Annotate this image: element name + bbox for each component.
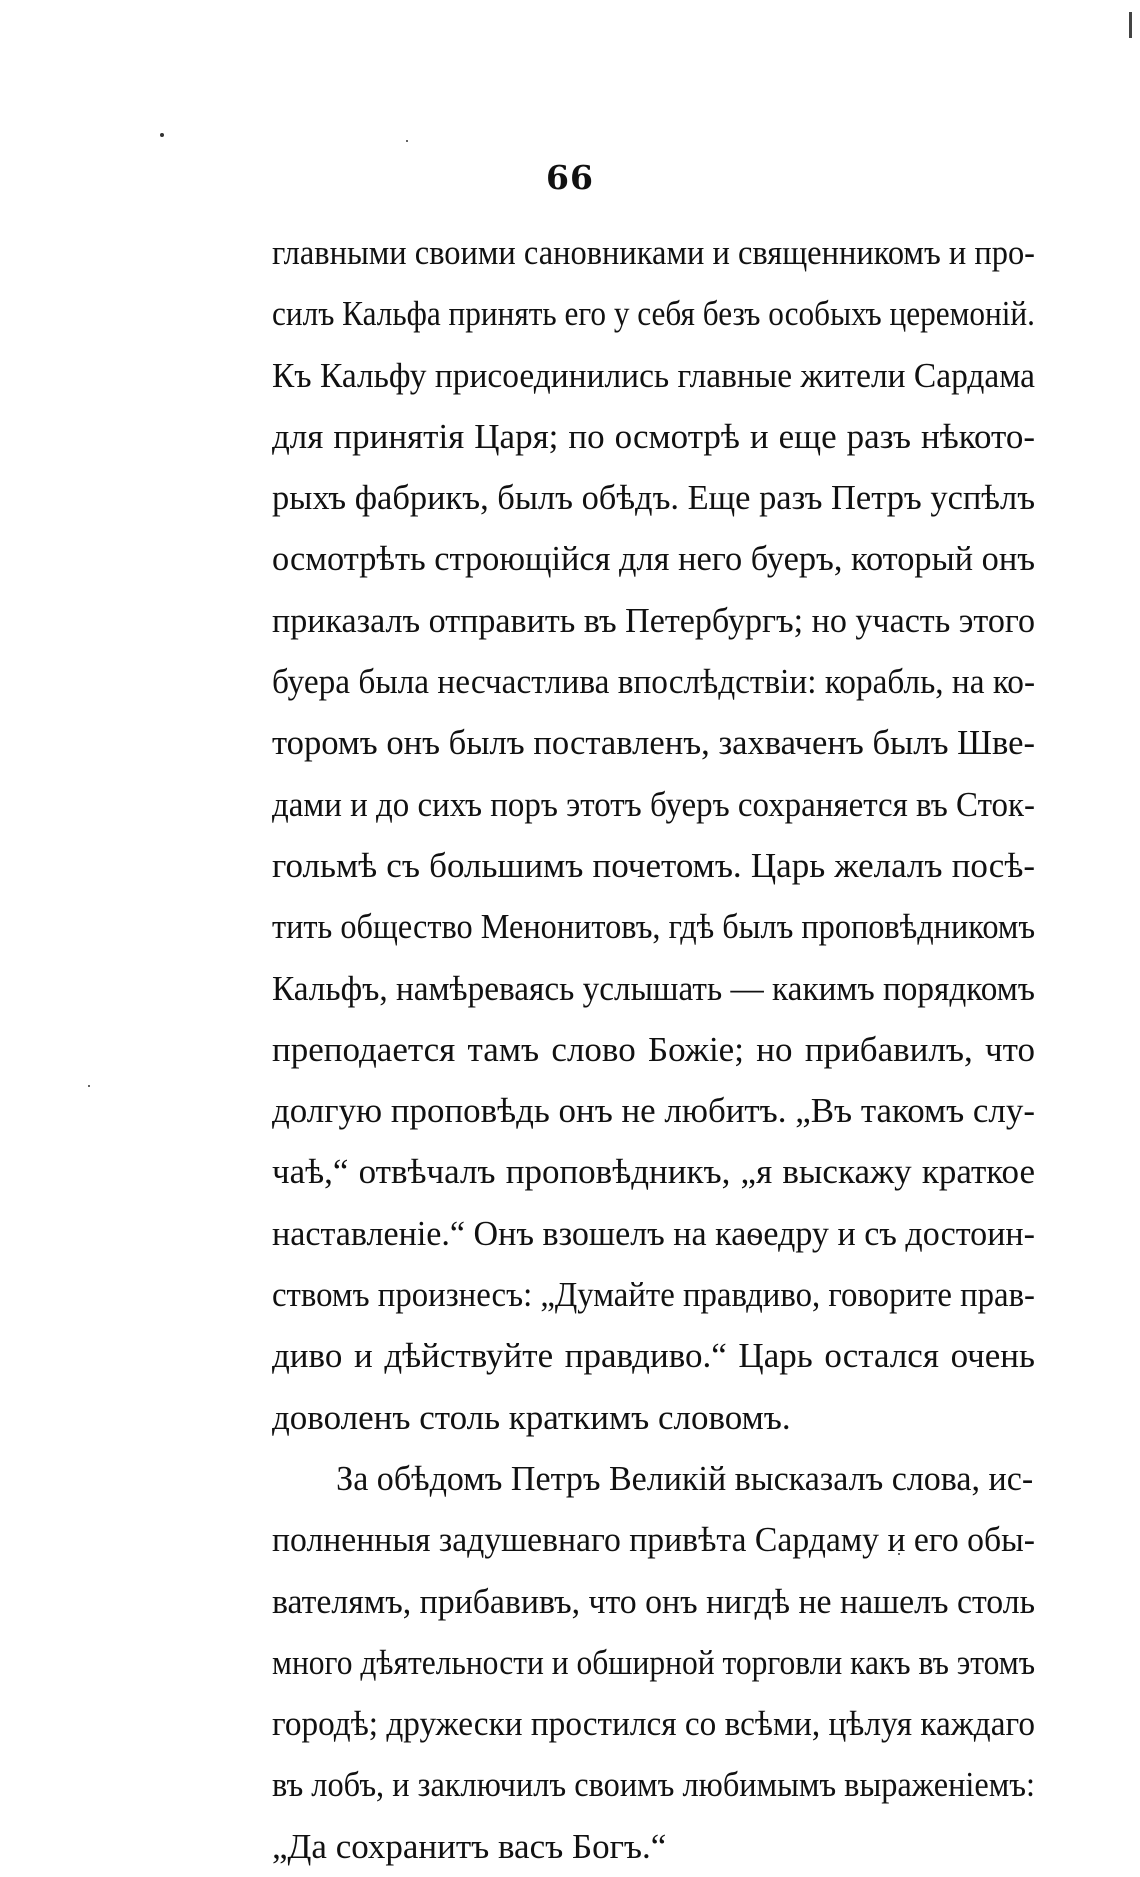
page-number: 66 [546, 158, 594, 197]
text-line: Кальфъ, намѣреваясь услышать — какимъ порядкомъ [272, 968, 1035, 1008]
text-line: долгую проповѣдь онъ не любитъ. „Въ такомъ слу- [272, 1091, 1035, 1131]
paragraph [272, 222, 1035, 1448]
text-line: полненныя задушевнаго привѣта Сардаму и его обы- [272, 1520, 1035, 1560]
text-line: чаѣ,“ отвѣчалъ проповѣдникъ, „я выскажу краткое [272, 1152, 1035, 1192]
text-line: городѣ; дружески простился со всѣми, цѣлуя каждаго [272, 1704, 1035, 1744]
text-line: „Да сохранитъ васъ Богъ.“ [272, 1826, 667, 1866]
text-line: гольмѣ съ большимъ почетомъ. Царь желалъ посѣ- [272, 845, 1035, 885]
text-line: силъ Кальфа принять его у себя безъ особыхъ церемоній. [272, 294, 1035, 334]
text-line: диво и дѣйствуйте правдиво.“ Царь остался очень [272, 1336, 1035, 1376]
text-line: ствомъ произнесъ: „Думайте правдиво, говорите прав- [272, 1275, 1035, 1315]
text-line: осмотрѣть строющійся для него буеръ, который онъ [272, 539, 1035, 579]
text-line: въ лобъ, и заключилъ своимъ любимымъ выраженіемъ: [272, 1765, 1035, 1805]
text-line: дами и до сихъ поръ этотъ буеръ сохраняется въ Сток- [272, 784, 1036, 824]
text-line: наставленіе.“ Онъ взошелъ на каѳедру и съ достоин- [272, 1213, 1035, 1253]
text-line: тить общество Менонитовъ, гдѣ былъ проповѣдникомъ [272, 907, 1036, 947]
text-line: приказалъ отправить въ Петербургъ; но участь этого [272, 600, 1036, 640]
page-edge-mark [1129, 12, 1132, 38]
scan-speck [88, 1085, 90, 1087]
text-line: доволенъ столь краткимъ словомъ. [272, 1397, 791, 1437]
text-line: За обѣдомъ Петръ Великій высказалъ слова, ис- [336, 1458, 1034, 1498]
paragraph [272, 1448, 1035, 1877]
text-line: буера была несчастлива впослѣдствіи: корабль, на ко- [272, 662, 1036, 702]
scan-speck [160, 133, 164, 137]
text-line: вателямъ, прибавивъ, что онъ нигдѣ не нашелъ столь [272, 1581, 1036, 1621]
text-line: рыхъ фабрикъ, былъ обѣдъ. Еще разъ Петръ успѣлъ [272, 478, 1036, 518]
text-line: Къ Кальфу присоединились главные жители Сардама [272, 355, 1036, 395]
text-line: много дѣятельности и обширной торговли какъ въ этомъ [272, 1642, 1036, 1682]
body-text [272, 222, 1035, 1877]
text-line: главными своими сановниками и священникомъ и про- [272, 233, 1035, 272]
text-line: торомъ онъ былъ поставленъ, захваченъ былъ Шве- [272, 723, 1036, 763]
scan-speck [406, 140, 408, 142]
text-line: для принятія Царя; по осмотрѣ и еще разъ нѣкото- [272, 416, 1035, 456]
text-line: преподается тамъ слово Божіе; но прибавилъ, что [272, 1029, 1035, 1069]
